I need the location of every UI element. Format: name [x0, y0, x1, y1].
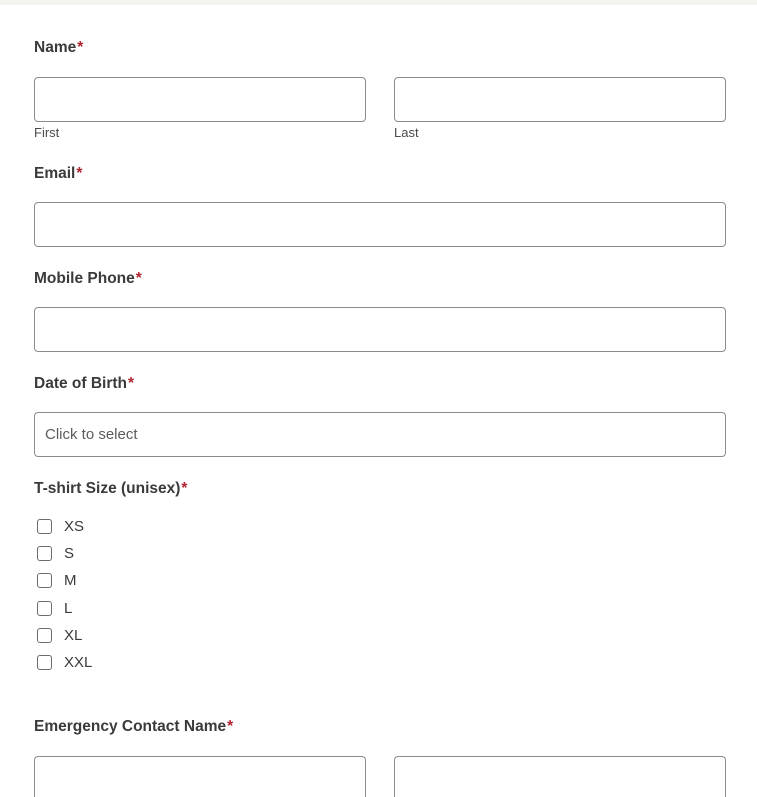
checkbox[interactable] — [37, 601, 52, 616]
last-name-input[interactable] — [394, 77, 726, 122]
dob-placeholder: Click to select — [45, 426, 138, 443]
tshirt-option-xs[interactable] — [37, 516, 84, 536]
required-mark: * — [181, 480, 188, 497]
required-mark: * — [77, 39, 84, 56]
tshirt-option-l[interactable] — [37, 598, 72, 618]
option-label: XS — [64, 517, 85, 535]
emergency-first-name-input[interactable] — [34, 756, 366, 797]
emergency-contact-label-text: Emergency Contact Name — [34, 718, 227, 735]
option-label: S — [64, 544, 75, 562]
tshirt-option-s[interactable] — [37, 543, 74, 563]
checkbox[interactable] — [37, 628, 52, 643]
option-label: XXL — [64, 653, 93, 671]
dob-input[interactable] — [34, 412, 726, 457]
emergency-contact-label — [34, 718, 233, 736]
tshirt-option-xl[interactable] — [37, 625, 82, 645]
dob-label-text: Date of Birth — [34, 375, 127, 392]
top-bar — [0, 0, 757, 5]
tshirt-size-label — [34, 480, 187, 498]
required-mark: * — [227, 718, 234, 735]
emergency-last-name-input[interactable] — [394, 756, 726, 797]
checkbox[interactable] — [37, 519, 52, 534]
checkbox[interactable] — [37, 655, 52, 670]
first-name-input[interactable] — [34, 77, 366, 122]
required-mark: * — [135, 270, 142, 287]
required-mark: * — [76, 165, 83, 182]
name-label — [34, 39, 83, 57]
name-label-text: Name — [34, 39, 77, 56]
tshirt-size-label-text: T-shirt Size (unisex) — [34, 480, 181, 497]
option-label: XL — [64, 626, 83, 644]
tshirt-option-xxl[interactable] — [37, 652, 92, 672]
option-label: M — [64, 571, 77, 589]
required-mark: * — [128, 375, 135, 392]
email-input[interactable] — [34, 202, 726, 247]
tshirt-option-m[interactable] — [37, 570, 77, 590]
last-name-sublabel: Last — [394, 125, 419, 140]
checkbox[interactable] — [37, 546, 52, 561]
mobile-phone-label-text: Mobile Phone — [34, 270, 135, 287]
first-name-sublabel: First — [34, 125, 60, 140]
dob-label — [34, 375, 134, 393]
email-label — [34, 165, 82, 183]
mobile-phone-input[interactable] — [34, 307, 726, 352]
email-label-text: Email — [34, 165, 76, 182]
checkbox[interactable] — [37, 573, 52, 588]
mobile-phone-label — [34, 270, 142, 288]
option-label: L — [64, 599, 73, 617]
